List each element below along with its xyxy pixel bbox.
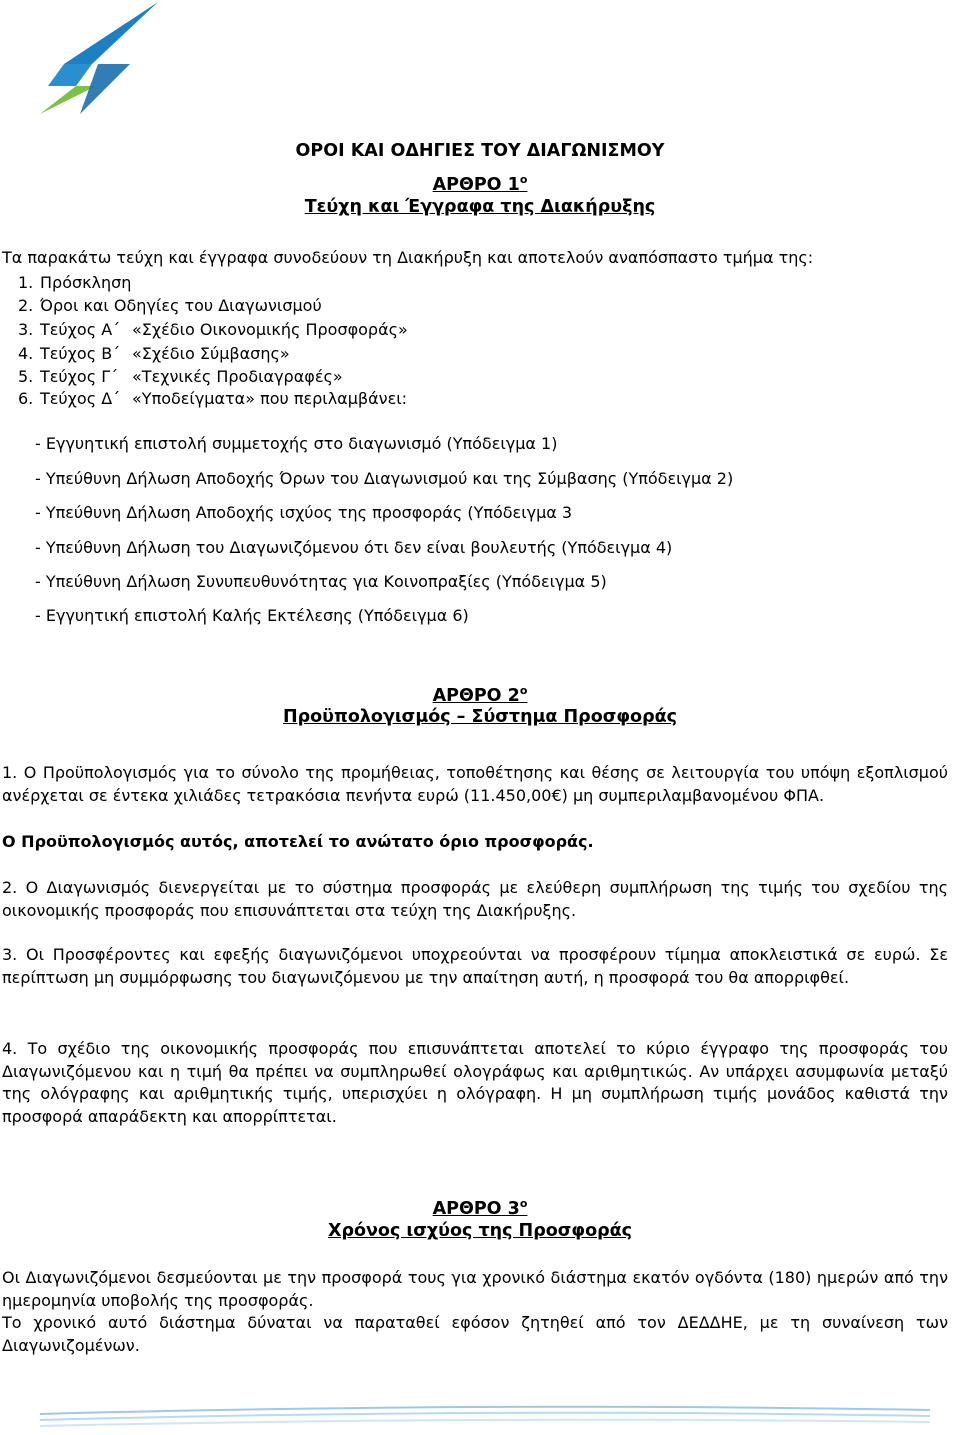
annex-item: - Υπεύθυνη Δήλωση Αποδοχής Όρων του Διαγωνισμού και της Σύμβασης (Υπόδειγμα 2) bbox=[35, 469, 734, 488]
annex-item: - Υπεύθυνη Δήλωση Συνυπευθυνότητας για Κοινοπραξίες (Υπόδειγμα 5) bbox=[35, 572, 607, 591]
logo-icon bbox=[40, 2, 170, 122]
article-3-paragraph-2: Το χρονικό αυτό διάστημα δύναται να παραταθεί εφόσον ζητηθεί από τον ΔΕΔΔΗΕ, με τη συναίνεση των Διαγωνιζομένων. bbox=[2, 1313, 948, 1355]
article-2-heading: ΑΡΘΡΟ $2^o$ bbox=[432, 684, 528, 706]
annex-item: - Εγγυητική επιστολή συμμετοχής στο διαγωνισμό (Υπόδειγμα 1) bbox=[35, 434, 558, 453]
article-2-paragraph-1: 1. Ο Προϋπολογισμός για το σύνολο της προμήθειας, τοποθέτησης και θέσης σε λειτουργία του υπόψη εξοπλισμού ανέρχεται σε έντεκα χιλιάδες τετρακόσια πενήντα ευρώ (11.450,00€) μη συμπεριλαμβανομένου ΦΠΑ. bbox=[2, 763, 948, 805]
annex-item: - Υπεύθυνη Δήλωση Αποδοχής ισχύος της προσφοράς (Υπόδειγμα 3 bbox=[35, 503, 573, 522]
list-item: 1. Πρόσκληση bbox=[18, 273, 132, 292]
article-3-heading: ΑΡΘΡΟ $3^o$ bbox=[432, 1197, 528, 1219]
annex-item: - Υπεύθυνη Δήλωση του Διαγωνιζόμενου ότι δεν είναι βουλευτής (Υπόδειγμα 4) bbox=[35, 538, 673, 557]
article-3-paragraph-1: Οι Διαγωνιζόμενοι δεσμεύονται με την προσφορά τους για χρονικό διάστημα εκατόν ογδόντα (180) ημερών από την ημερομηνία υποβολής της προσφοράς. bbox=[2, 1268, 948, 1310]
list-item: 5. Τεύχος Γ΄ «Τεχνικές Προδιαγραφές» bbox=[18, 367, 343, 386]
footer-decoration bbox=[0, 1400, 960, 1435]
article-2-paragraph-1-bold: Ο Προϋπολογισμός αυτός, αποτελεί το ανώτατο όριο προσφοράς. bbox=[2, 832, 594, 851]
article-3-subtitle: Χρόνος ισχύος της Προσφοράς bbox=[327, 1221, 633, 1241]
annex-item: - Εγγυητική επιστολή Καλής Εκτέλεσης (Υπόδειγμα 6) bbox=[35, 606, 469, 625]
list-item: 2. Όροι και Οδηγίες του Διαγωνισμού bbox=[18, 296, 322, 315]
list-item: 3. Τεύχος Α΄ «Σχέδιο Οικονομικής Προσφοράς» bbox=[18, 320, 408, 339]
article-1-subtitle: Τεύχη και Έγγραφα της Διακήρυξης bbox=[304, 197, 656, 217]
article-2-paragraph-3: 3. Οι Προσφέροντες και εφεξής διαγωνιζόμενοι υποχρεούνται να προσφέρουν τίμημα αποκλειστικά σε ευρώ. Σε περίπτωση μη συμμόρφωσης του διαγωνιζόμενου με την απαίτηση αυτή, η προσφορά του θα απορριφθεί. bbox=[2, 945, 948, 987]
article-1-heading: ΑΡΘΡΟ $1^o$ bbox=[432, 173, 528, 195]
article-2-subtitle: Προϋπολογισμός – Σύστημα Προσφοράς bbox=[282, 707, 678, 727]
article-1-intro: Τα παρακάτω τεύχη και έγγραφα συνοδεύουν τη Διακήρυξη και αποτελούν αναπόσπαστο τμήμα της: bbox=[2, 248, 814, 267]
article-2-paragraph-2: 2. Ο Διαγωνισμός διενεργείται με το σύστημα προσφοράς με ελεύθερη συμπλήρωση της τιμής του σχεδίου της οικονομικής προσφοράς που επισυνάπτεται στα τεύχη της Διακήρυξης. bbox=[2, 878, 948, 920]
list-item: 6. Τεύχος Δ΄ «Υποδείγματα» που περιλαμβάνει: bbox=[18, 389, 408, 408]
list-item: 4. Τεύχος Β΄ «Σχέδιο Σύμβασης» bbox=[18, 344, 290, 363]
article-2-paragraph-4: 4. Το σχέδιο της οικονομικής προσφοράς που επισυνάπτεται αποτελεί το κύριο έγγραφο της προσφοράς του Διαγωνιζόμενου και η τιμή θα πρέπει να συμπληρωθεί ολογράφως και αριθμητικώς. Αν υπάρχει ασυμφωνία μεταξύ της ολόγραφης και αριθμητικής τιμής, υπερισχύει η ολόγραφη. Η μη συμπλήρωση τιμής μονάδος καθιστά την προσφορά απαράδεκτη και απορρίπτεται. bbox=[2, 1039, 948, 1126]
document-title: ΟΡΟΙ ΚΑΙ ΟΔΗΓΙΕΣ ΤΟΥ ΔΙΑΓΩΝΙΣΜΟΥ bbox=[295, 141, 665, 161]
